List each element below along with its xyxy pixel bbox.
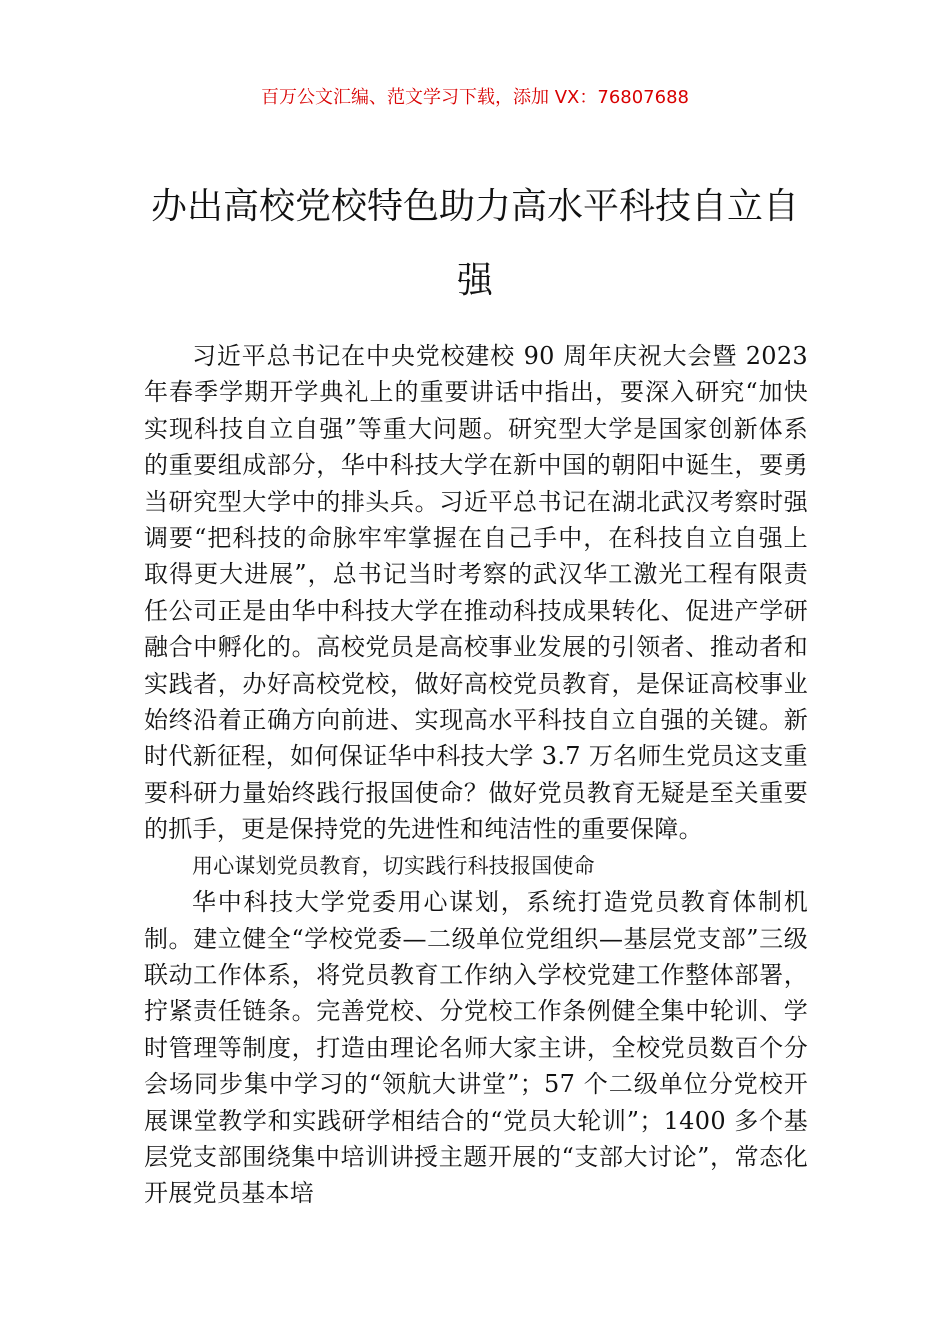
body-paragraph-section: 华中科技大学党委用心谋划，系统打造党员教育体制机制。建立健全“学校党委—二级单位党组织—基层党支部”三级联动工作体系，将党员教育工作纳入学校党建工作整体部署，拧紧责任链条。完善党校、分党校工作条例健全集中轮训、学时管理等制度，打造由理论名师大家主讲，全校党员数百个分会场同步集中学习的“领航大讲堂”；57 个二级单位分党校开展课堂教学和实践研学相结合的“党员大轮训”；1400 多个基层党支部围绕集中培训讲授主题开展的“支部大讨论”，常态化开展党员基本培 bbox=[144, 888, 808, 1208]
section-heading: 用心谋划党员教育，切实践行科技报国使命 bbox=[192, 853, 595, 878]
body-paragraph-intro: 习近平总书记在中央党校建校 90 周年庆祝大会暨 2023 年春季学期开学典礼上的重要讲话中指出，要深入研究“加快实现科技自立自强”等重大问题。研究型大学是国家创新体系的重要组成部分，华中科技大学在新中国的朝阳中诞生，要勇当研究型大学中的排头兵。习近平总书记在湖北武汉考察时强调要“把科技的命脉牢牢掌握在自己手中，在科技自立自强上取得更大进展”，总书记当时考察的武汉华工激光工程有限责任公司正是由华中科技大学在推动科技成果转化、促进产学研融合中孵化的。高校党员是高校事业发展的引领者、推动者和实践者，办好高校党校，做好高校党员教育，是保证高校事业始终沿着正确方向前进、实现高水平科技自立自强的关键。新时代新征程，如何保证华中科技大学 3.7 万名师生党员这支重要科研力量始终践行报国使命？做好党员教育无疑是至关重要的抓手，更是保持党的先进性和纯洁性的重要保障。 bbox=[144, 342, 808, 844]
watermark-banner: 百万公文汇编、范文学习下载，添加 VX：76807688 bbox=[261, 87, 689, 108]
document-body bbox=[144, 338, 808, 1212]
document-title: 办出高校党校特色助力高水平科技自立自强 bbox=[150, 186, 799, 301]
